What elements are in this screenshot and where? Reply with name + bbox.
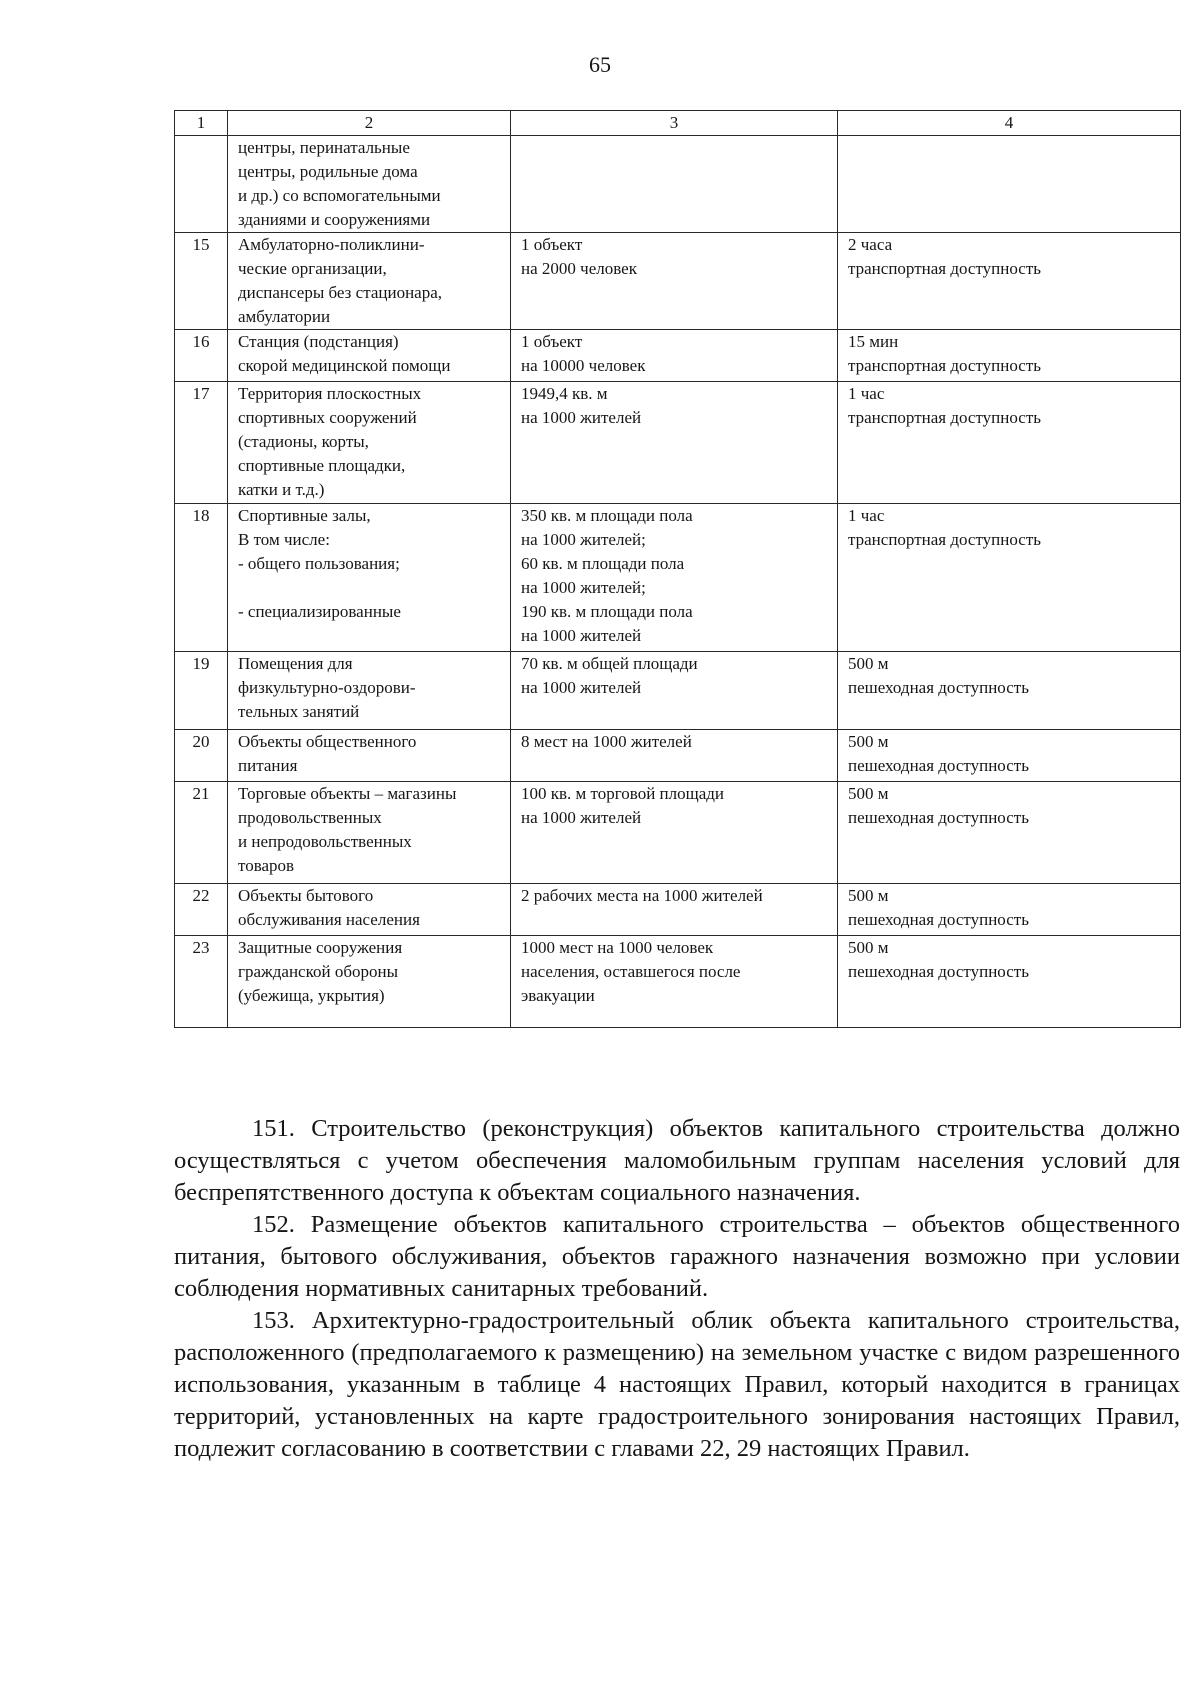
cell-line: Амбулаторно-поликлини-	[238, 235, 425, 254]
object-name-cell	[228, 884, 511, 936]
access-cell	[838, 884, 1181, 936]
norm-cell	[511, 936, 838, 1028]
cell-line: Объекты общественного	[238, 732, 417, 751]
cell-line: 100 кв. м торговой площади	[521, 784, 725, 803]
cell-line: 70 кв. м общей площади	[521, 654, 698, 673]
cell-line: 500 м	[848, 886, 889, 905]
access-cell	[838, 330, 1181, 382]
cell-line: пешеходная доступность	[848, 756, 1029, 775]
norms-table	[174, 110, 1181, 1028]
access-cell	[838, 504, 1181, 652]
norm-cell	[511, 382, 838, 504]
header-row	[175, 111, 1181, 136]
cell-line: 500 м	[848, 938, 889, 957]
body-text	[174, 1113, 1180, 1465]
object-name-cell	[228, 504, 511, 652]
table-row	[175, 730, 1181, 782]
row-number-cell: 22	[175, 884, 228, 936]
row-number-cell: 20	[175, 730, 228, 782]
cell-line: товаров	[238, 856, 295, 875]
table-row	[175, 884, 1181, 936]
table-row	[175, 782, 1181, 884]
norm-cell	[511, 504, 838, 652]
cell-line: Станция (подстанция)	[238, 332, 399, 351]
cell-line: населения, оставшегося после	[521, 962, 741, 981]
cell-line: зданиями и сооружениями	[238, 210, 431, 229]
cell-line: Торговые объекты – магазины	[238, 784, 457, 803]
cell-line: физкультурно-оздорови-	[238, 678, 416, 697]
cell-line: - специализированные	[238, 602, 401, 621]
norm-cell	[511, 136, 838, 233]
table-row	[175, 382, 1181, 504]
norm-cell	[511, 884, 838, 936]
cell-line: спортивные площадки,	[238, 456, 406, 475]
cell-line: и непродовольственных	[238, 832, 412, 851]
cell-line: диспансеры без стационара,	[238, 283, 443, 302]
cell-line: 2 рабочих места на 1000 жителей	[521, 886, 763, 905]
table-row	[175, 330, 1181, 382]
cell-line: 60 кв. м площади пола	[521, 554, 685, 573]
table-header	[175, 111, 1181, 136]
cell-line: 1 час	[848, 506, 885, 525]
cell-line: 1 объект	[521, 332, 583, 351]
cell-line: Объекты бытового	[238, 886, 374, 905]
table-row	[175, 136, 1181, 233]
cell-line: на 1000 жителей	[521, 626, 642, 645]
object-name-cell	[228, 652, 511, 730]
cell-line: 350 кв. м площади пола	[521, 506, 693, 525]
norm-cell	[511, 652, 838, 730]
cell-line: (стадионы, корты,	[238, 432, 369, 451]
cell-line: гражданской обороны	[238, 962, 399, 981]
cell-line: на 1000 жителей;	[521, 578, 646, 597]
object-name-cell	[228, 330, 511, 382]
paragraph-151: 151. Строительство (реконструкция) объектов капитального строительства должно осуществляться с учетом обеспечения маломобильным группам населения условий для беспрепятственного доступа к объектам социального назначения.	[174, 1115, 1180, 1206]
cell-line: и др.) со вспомогательными	[238, 186, 441, 205]
cell-line: пешеходная доступность	[848, 910, 1029, 929]
cell-line: тельных занятий	[238, 702, 360, 721]
cell-line: на 1000 жителей;	[521, 530, 646, 549]
row-number-cell: 16	[175, 330, 228, 382]
norm-cell	[511, 330, 838, 382]
access-cell	[838, 652, 1181, 730]
cell-line: пешеходная доступность	[848, 808, 1029, 827]
cell-line: 500 м	[848, 654, 889, 673]
cell-line: на 1000 жителей	[521, 678, 642, 697]
cell-line: скорой медицинской помощи	[238, 356, 451, 375]
object-name-cell	[228, 382, 511, 504]
cell-line: пешеходная доступность	[848, 962, 1029, 981]
cell-line: В том числе:	[238, 530, 330, 549]
norm-cell	[511, 782, 838, 884]
table-row	[175, 652, 1181, 730]
row-number-cell: 15	[175, 233, 228, 330]
cell-line: центры, перинатальные	[238, 138, 410, 157]
row-number-cell: 17	[175, 382, 228, 504]
cell-line: 1 час	[848, 384, 885, 403]
cell-line: 1000 мест на 1000 человек	[521, 938, 714, 957]
table-body	[175, 136, 1181, 1028]
cell-line: транспортная доступность	[848, 356, 1042, 375]
cell-line: продовольственных	[238, 808, 382, 827]
cell-line: обслуживания населения	[238, 910, 420, 929]
object-name-cell	[228, 730, 511, 782]
cell-line: амбулатории	[238, 307, 331, 326]
cell-line: Защитные сооружения	[238, 938, 403, 957]
cell-line: спортивных сооружений	[238, 408, 417, 427]
cell-line: 500 м	[848, 732, 889, 751]
cell-line: на 10000 человек	[521, 356, 646, 375]
row-number-cell	[175, 136, 228, 233]
access-cell	[838, 782, 1181, 884]
row-number-cell: 19	[175, 652, 228, 730]
cell-line: питания	[238, 756, 298, 775]
cell-line: 8 мест на 1000 жителей	[521, 732, 692, 751]
cell-line: эвакуации	[521, 986, 595, 1005]
cell-line: 2 часа	[848, 235, 893, 254]
cell-line: центры, родильные дома	[238, 162, 418, 181]
cell-line: Спортивные залы,	[238, 506, 371, 525]
paragraph-153: 153. Архитектурно-градостроительный облик объекта капитального строительства, расположенного (предполагаемого к размещению) на земельном участке с видом разрешенного использования, указанным в таблице 4 настоящих Правил, который находится в границах территорий, установленных на карте градостроительного зонирования настоящих Правил, подлежит согласованию в соответствии с главами 22, 29 настоящих Правил.	[174, 1307, 1180, 1462]
row-number-cell: 23	[175, 936, 228, 1028]
object-name-cell	[228, 136, 511, 233]
object-name-cell	[228, 782, 511, 884]
cell-line: на 1000 жителей	[521, 408, 642, 427]
cell-line: 1 объект	[521, 235, 583, 254]
cell-line: (убежища, укрытия)	[238, 986, 385, 1005]
header-col-2: 2	[228, 111, 511, 136]
cell-line: 15 мин	[848, 332, 899, 351]
cell-line: 1949,4 кв. м	[521, 384, 608, 403]
page-number: 65	[589, 52, 611, 77]
object-name-cell	[228, 936, 511, 1028]
access-cell	[838, 382, 1181, 504]
access-cell	[838, 136, 1181, 233]
cell-line: пешеходная доступность	[848, 678, 1029, 697]
table-row	[175, 504, 1181, 652]
object-name-cell	[228, 233, 511, 330]
table-row	[175, 233, 1181, 330]
cell-line: - общего пользования;	[238, 554, 400, 573]
cell-line: 190 кв. м площади пола	[521, 602, 693, 621]
cell-line: Территория плоскостных	[238, 384, 422, 403]
cell-line: на 2000 человек	[521, 259, 637, 278]
paragraph-152: 152. Размещение объектов капитального строительства – объектов общественного питания, бытового обслуживания, объектов гаражного назначения возможно при условии соблюдения нормативных санитарных требований.	[174, 1211, 1180, 1302]
access-cell	[838, 730, 1181, 782]
norm-cell	[511, 233, 838, 330]
cell-line: ческие организации,	[238, 259, 387, 278]
norm-cell	[511, 730, 838, 782]
cell-line: транспортная доступность	[848, 259, 1042, 278]
header-col-1: 1	[175, 111, 228, 136]
cell-line: транспортная доступность	[848, 408, 1042, 427]
header-col-3: 3	[511, 111, 838, 136]
cell-line: 500 м	[848, 784, 889, 803]
access-cell	[838, 233, 1181, 330]
table-row	[175, 936, 1181, 1028]
access-cell	[838, 936, 1181, 1028]
row-number-cell: 18	[175, 504, 228, 652]
cell-line	[238, 576, 500, 600]
row-number-cell: 21	[175, 782, 228, 884]
cell-line: Помещения для	[238, 654, 353, 673]
header-col-4: 4	[838, 111, 1181, 136]
cell-line: транспортная доступность	[848, 530, 1042, 549]
cell-line: катки и т.д.)	[238, 480, 325, 499]
cell-line: на 1000 жителей	[521, 808, 642, 827]
